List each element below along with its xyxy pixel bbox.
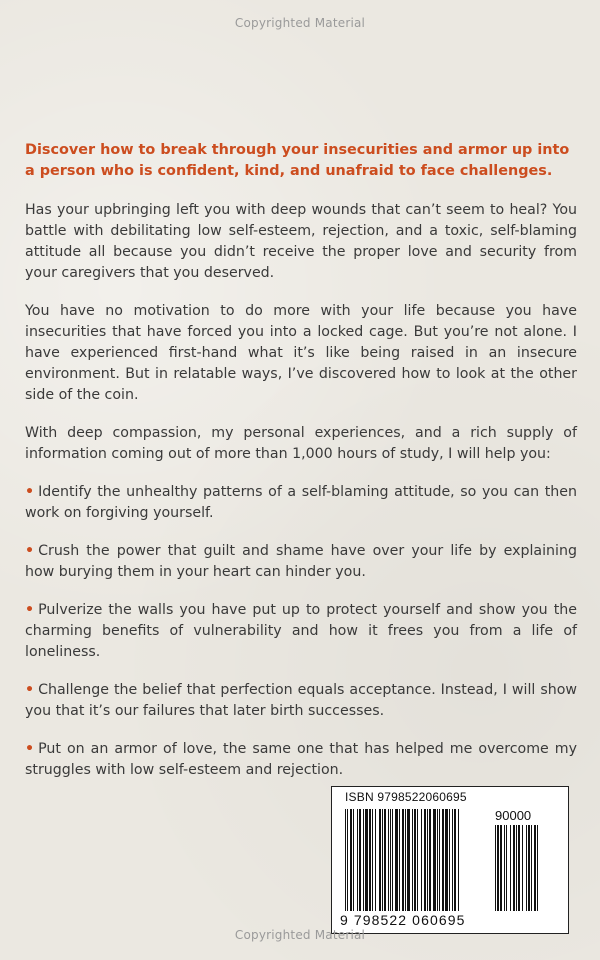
barcode-bar	[454, 809, 456, 911]
bullet-text: Pulverize the walls you have put up to protect yourself and show you the charming benefits of vulnerability and how it frees you from a life of loneliness.	[25, 602, 577, 660]
barcode-bar	[439, 809, 440, 911]
barcode-bar	[497, 825, 499, 911]
bullet-item	[25, 541, 577, 583]
barcode-bar	[390, 809, 391, 911]
addon-barcode-bars	[495, 825, 557, 911]
barcode-bar	[350, 809, 352, 911]
bullet-symbol: •	[25, 741, 35, 757]
barcode-bar	[353, 809, 354, 911]
barcode-bar	[388, 809, 389, 911]
blurb	[25, 140, 577, 798]
barcode-bar	[433, 809, 436, 911]
barcode-bar	[437, 809, 438, 911]
paragraph: Has your upbringing left you with deep wounds that can’t seem to heal? You battle with debilitating low self-esteem, rejection, and a toxic, self-blaming attitude all because you didn’t receive the proper love and security from your caregivers that you deserved.	[25, 202, 577, 281]
addon-code: 90000	[495, 808, 532, 823]
barcode-bar	[537, 825, 538, 911]
barcode-bar	[395, 809, 398, 911]
paragraph: With deep compassion, my personal experiences, and a rich supply of information coming out of more than 1,000 hours of study, I will help you:	[25, 425, 577, 462]
bullet-item	[25, 482, 577, 524]
barcode-bar	[363, 809, 364, 911]
barcode-bar	[452, 809, 453, 911]
barcode-bars	[345, 809, 489, 911]
barcode-bar	[528, 825, 530, 911]
barcode-bar	[518, 825, 520, 911]
barcode-bar	[357, 809, 358, 911]
barcode-bar	[345, 809, 346, 911]
barcode-bar	[399, 809, 400, 911]
barcode-bar	[526, 825, 527, 911]
barcode-bar	[402, 809, 404, 911]
barcode-bar	[421, 809, 422, 911]
barcode-bar	[424, 809, 426, 911]
barcode-bar	[407, 809, 410, 911]
barcode-bar	[495, 825, 496, 911]
bullet-text: Challenge the belief that perfection equals acceptance. Instead, I will show you that it’s our failures that later birth successes.	[25, 682, 577, 719]
barcode-bar	[382, 809, 383, 911]
bullet-item	[25, 600, 577, 663]
barcode-bar	[500, 825, 502, 911]
barcode-bar	[510, 825, 511, 911]
barcode-bar	[516, 825, 517, 911]
barcode-bar	[513, 825, 515, 911]
bullet-symbol: •	[25, 543, 35, 559]
barcode-bar	[506, 825, 507, 911]
barcode-bar	[379, 809, 381, 911]
barcode-bar	[504, 825, 505, 911]
bullet-item	[25, 739, 577, 781]
barcode-digits: 9 798522 060695	[340, 912, 466, 928]
bullet-item	[25, 680, 577, 722]
isbn-barcode-box	[331, 786, 569, 934]
barcode-bar	[372, 809, 373, 911]
barcode-bar	[359, 809, 361, 911]
copyright-watermark-top: Copyrighted Material	[234, 16, 366, 30]
bullet-text: Crush the power that guilt and shame have over your life by explaining how burying them in your heart can hinder you.	[25, 543, 577, 580]
barcode-bar	[449, 809, 450, 911]
bullet-text: Identify the unhealthy patterns of a self-blaming attitude, so you can then work on forgiving yourself.	[25, 484, 577, 521]
bullet-text: Put on an armor of love, the same one that has helped me overcome my struggles with low self-esteem and rejection.	[25, 741, 577, 778]
barcode-bar	[445, 809, 448, 911]
barcode-bar	[442, 809, 444, 911]
paragraph: You have no motivation to do more with your life because you have insecurities that have forced you into a locked cage. But you’re not alone. I have experienced first-hand what it’s like being raised in an insecure environment. But in relatable ways, I’ve discovered how to look at the other side of the coin.	[25, 303, 577, 403]
barcode-bar	[427, 809, 428, 911]
barcode-bar	[347, 809, 348, 911]
barcode-bar	[365, 809, 368, 911]
barcode-bar	[534, 825, 536, 911]
barcode-bar	[392, 809, 393, 911]
barcode-bar	[417, 809, 418, 911]
bullet-symbol: •	[25, 484, 35, 500]
barcode-bar	[522, 825, 523, 911]
barcode-bar	[531, 825, 532, 911]
barcode-bar	[369, 809, 371, 911]
bullet-symbol: •	[25, 682, 35, 698]
barcode-bar	[405, 809, 406, 911]
barcode-bar	[458, 809, 459, 911]
barcode-bar	[429, 809, 431, 911]
barcode-bar	[384, 809, 386, 911]
barcode-bar	[414, 809, 416, 911]
copyright-watermark-bottom: Copyrighted Material	[234, 928, 366, 942]
tagline: Discover how to break through your insecurities and armor up into a person who is confident, kind, and unafraid to face challenges.	[25, 142, 570, 179]
bullet-symbol: •	[25, 602, 35, 618]
barcode-bar	[375, 809, 376, 911]
isbn-label: ISBN 9798522060695	[345, 790, 467, 804]
barcode-bar	[412, 809, 413, 911]
